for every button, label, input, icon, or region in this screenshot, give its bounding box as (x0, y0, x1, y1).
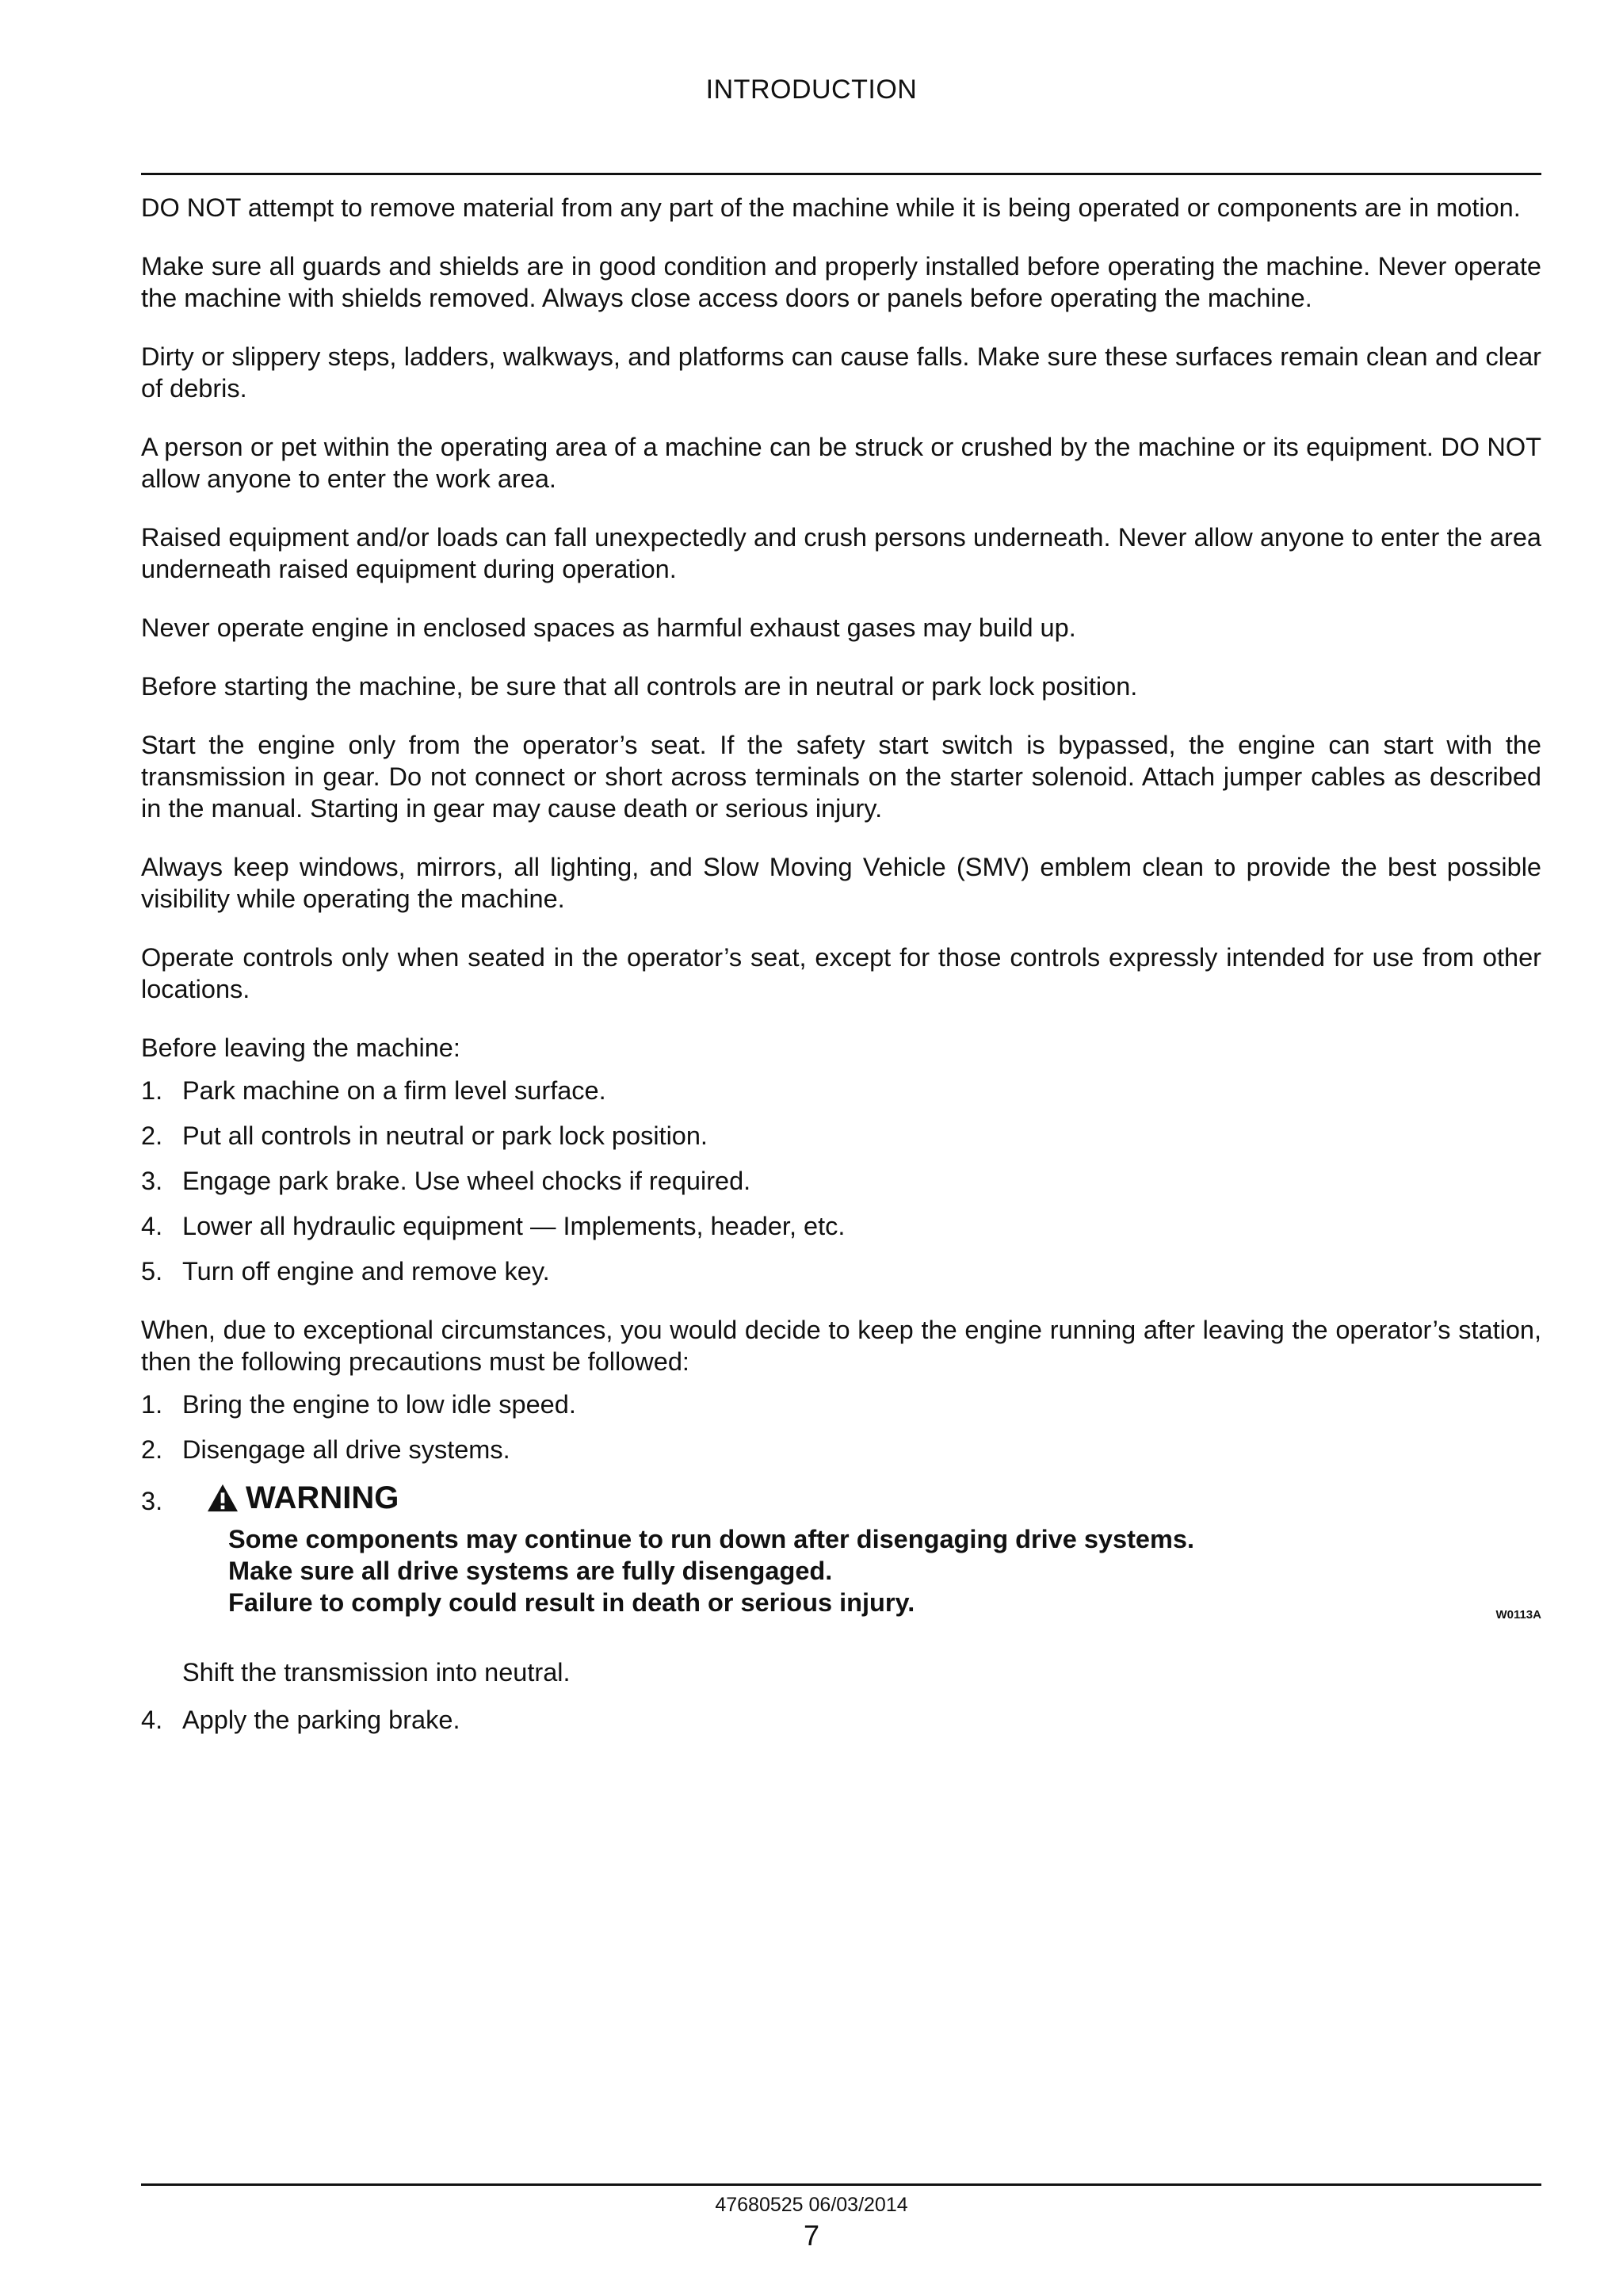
running-steps-list (141, 1389, 1541, 1465)
list-item (141, 1210, 1541, 1242)
step-number: 1. (141, 1076, 163, 1105)
paragraph: Before starting the machine, be sure that all controls are in neutral or park lock position. (141, 672, 1138, 701)
paragraph: Never operate engine in enclosed spaces as harmful exhaust gases may build up. (141, 613, 1076, 642)
step-text: Park machine on a firm level surface. (182, 1076, 606, 1105)
step-text: Bring the engine to low idle speed. (182, 1390, 576, 1419)
step-text: Lower all hydraulic equipment — Implements, header, etc. (182, 1212, 846, 1240)
step-text: Engage park brake. Use wheel chocks if required. (182, 1167, 751, 1195)
step-number: 4. (141, 1706, 163, 1734)
step-number: 3. (141, 1487, 163, 1515)
step-number: 5. (141, 1257, 163, 1286)
leaving-steps-list (141, 1075, 1541, 1287)
warning-triangle-icon (206, 1483, 239, 1513)
step-text: Apply the parking brake. (182, 1706, 460, 1734)
list-item (141, 1389, 1541, 1420)
warning-line: Some components may continue to run down after disengaging drive systems. (228, 1525, 1194, 1553)
paragraph: DO NOT attempt to remove material from any part of the machine while it is being operated or components are in motion. (141, 193, 1521, 222)
page-number: 7 (803, 2219, 820, 2252)
step-number: 2. (141, 1121, 163, 1150)
list-item (141, 1075, 1541, 1106)
list-item (141, 1120, 1541, 1152)
paragraph: Make sure all guards and shields are in good condition and properly installed before operating the machine. Never operate the machine with shields removed. Always close access doors or panels before operating the machine. (141, 252, 1541, 312)
warning-heading (206, 1479, 399, 1517)
page-header: INTRODUCTION (705, 74, 918, 105)
paragraph: Dirty or slippery steps, ladders, walkways, and platforms can cause falls. Make sure these surfaces remain clean and clear of debris. (141, 342, 1541, 403)
leaving-intro: Before leaving the machine: (141, 1033, 460, 1062)
warning-line: Failure to comply could result in death or serious injury. (228, 1588, 915, 1617)
footer-rule (141, 2183, 1541, 2186)
paragraph: Start the engine only from the operator’s seat. If the safety start switch is bypassed, the engine can start with the transmission in gear. Do not connect or short across terminals on the starter solenoid. Attach jumper cables as described in the manual. Starting in gear may cause death or serious injury. (141, 731, 1541, 823)
running-intro: When, due to exceptional circumstances, you would decide to keep the engine running after leaving the operator’s station, then the following precautions must be followed: (141, 1316, 1541, 1376)
list-item (141, 1255, 1541, 1287)
warning-title: WARNING (246, 1480, 399, 1515)
list-item (141, 1434, 1541, 1465)
list-item (141, 1704, 1541, 1736)
paragraph: Raised equipment and/or loads can fall unexpectedly and crush persons underneath. Never allow anyone to enter the area underneath raised equipment during operation. (141, 523, 1541, 583)
list-item (141, 1165, 1541, 1197)
document-code: 47680525 06/03/2014 (715, 2194, 908, 2216)
step-number: 3. (141, 1167, 163, 1195)
step-number: 1. (141, 1390, 163, 1419)
step-text: Put all controls in neutral or park lock position. (182, 1121, 708, 1150)
step-text: Disengage all drive systems. (182, 1435, 510, 1464)
running-final-list (141, 1704, 1541, 1736)
warning-step (141, 1479, 1541, 1517)
paragraph: A person or pet within the operating area of a machine can be struck or crushed by the machine or its equipment. DO NOT allow anyone to enter the work area. (141, 433, 1541, 493)
step-number: 4. (141, 1212, 163, 1240)
warning-followup: Shift the transmission into neutral. (182, 1658, 571, 1687)
warning-code: W0113A (1495, 1608, 1541, 1622)
step-number: 2. (141, 1435, 163, 1464)
page-content (141, 192, 1541, 1749)
header-rule (141, 173, 1541, 175)
step-text: Turn off engine and remove key. (182, 1257, 550, 1286)
paragraph: Operate controls only when seated in the operator’s seat, except for those controls expressly intended for use from other locations. (141, 943, 1541, 1003)
warning-line: Make sure all drive systems are fully disengaged. (228, 1557, 833, 1585)
paragraph: Always keep windows, mirrors, all lighting, and Slow Moving Vehicle (SMV) emblem clean to provide the best possible visibility while operating the machine. (141, 853, 1541, 913)
warning-message (228, 1523, 1541, 1622)
